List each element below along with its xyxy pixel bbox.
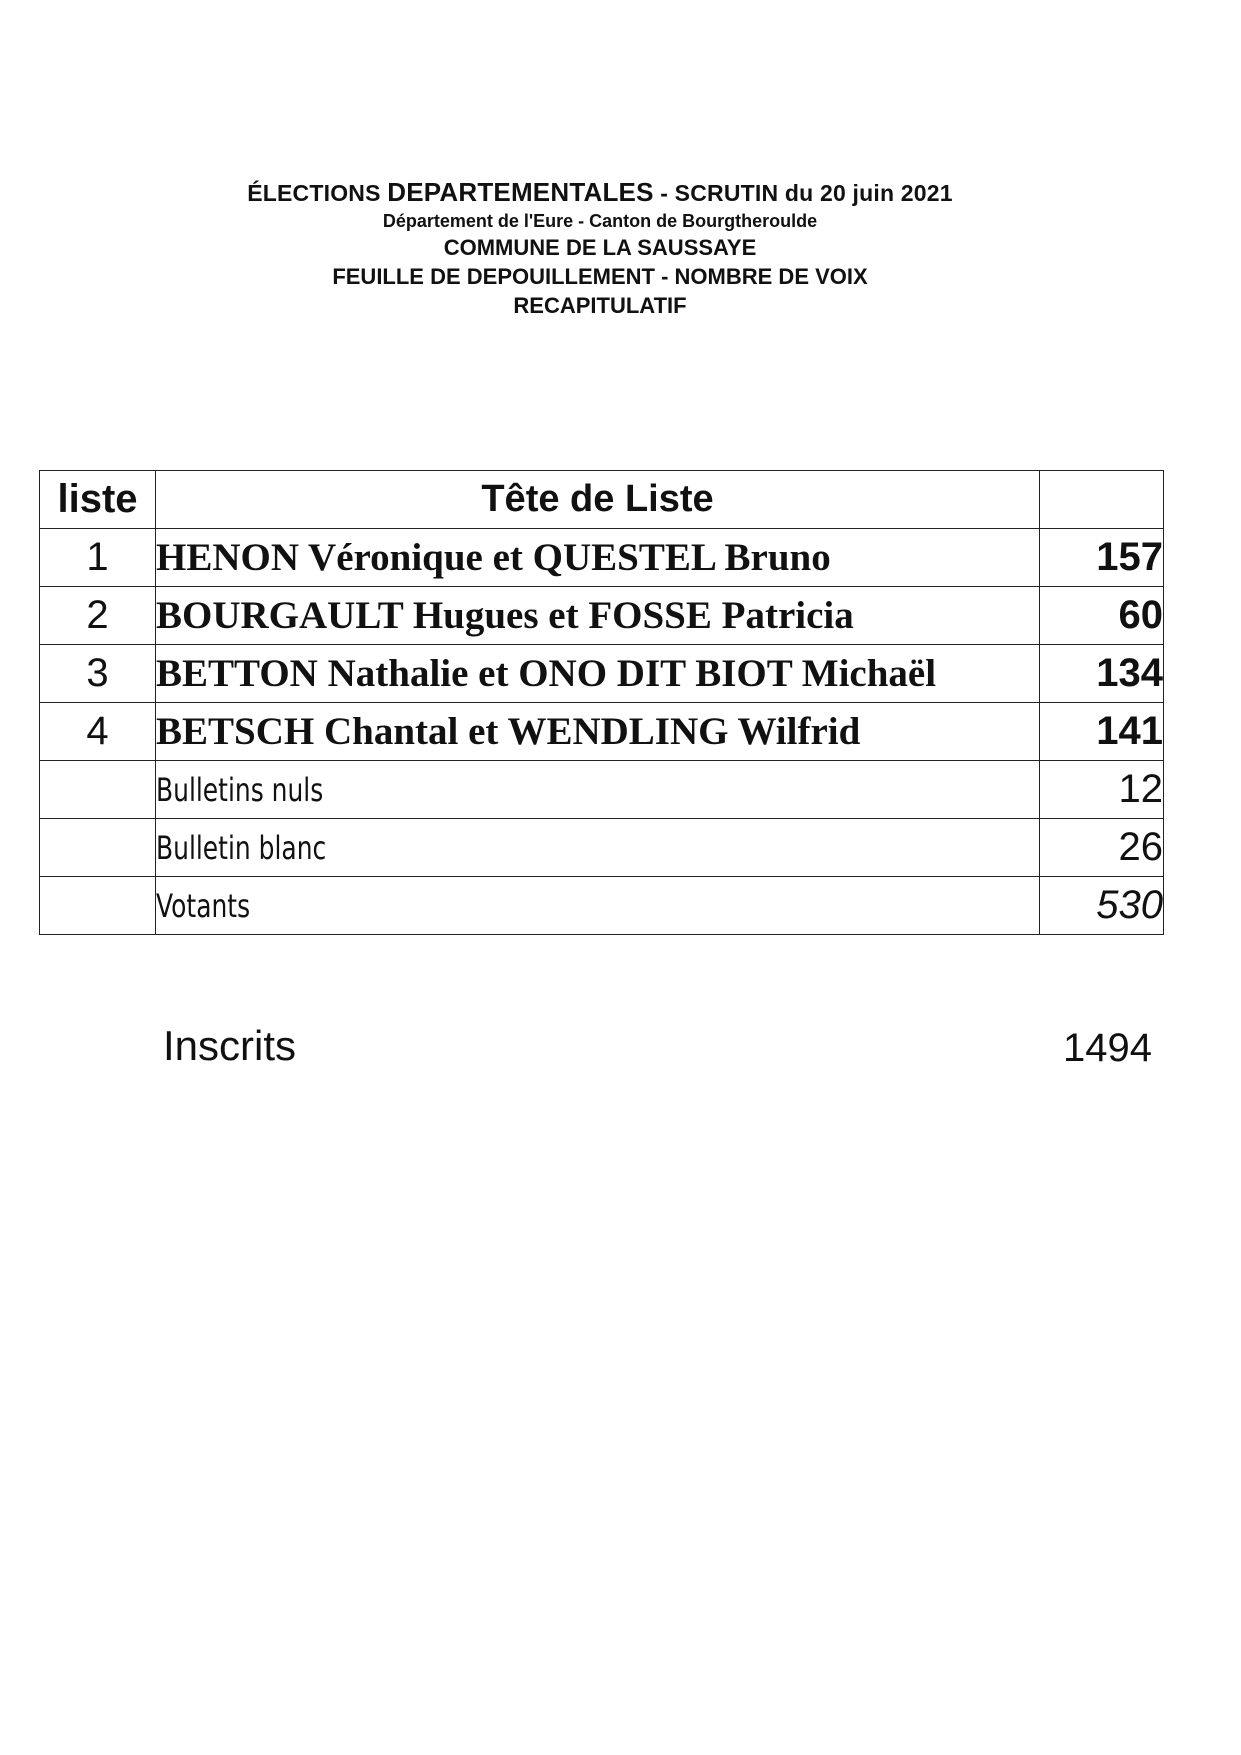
empty-cell (40, 819, 156, 877)
list-number: 1 (40, 529, 156, 587)
votants-label: Votants (156, 877, 1040, 935)
sheet-title: FEUILLE DE DEPOUILLEMENT - NOMBRE DE VOIX (332, 264, 868, 289)
vote-count: 134 (1040, 645, 1164, 703)
column-header-votes (1040, 471, 1164, 529)
election-title-prefix: ÉLECTIONS (247, 180, 388, 206)
table-row (40, 587, 1164, 645)
results-table (39, 470, 1164, 935)
table-row-bulletins-nuls (40, 761, 1164, 819)
empty-cell (40, 877, 156, 935)
table-row-bulletin-blanc (40, 819, 1164, 877)
table-header-row (40, 471, 1164, 529)
list-number: 3 (40, 645, 156, 703)
commune-name: COMMUNE DE LA SAUSSAYE (443, 235, 757, 260)
table-row (40, 529, 1164, 587)
candidate-names: BETSCH Chantal et WENDLING Wilfrid (156, 703, 1040, 761)
list-number: 4 (40, 703, 156, 761)
empty-cell (40, 761, 156, 819)
bulletins-nuls-label: Bulletins nuls (156, 761, 1040, 819)
list-number: 2 (40, 587, 156, 645)
election-title (0, 176, 1200, 209)
inscrits-label: Inscrits (163, 1022, 297, 1069)
bulletins-nuls-value: 12 (1040, 761, 1164, 819)
table-row (40, 645, 1164, 703)
column-header-liste: liste (40, 471, 156, 529)
document-header (0, 176, 1200, 320)
candidate-names: BOURGAULT Hugues et FOSSE Patricia (156, 587, 1040, 645)
bulletin-blanc-label: Bulletin blanc (156, 819, 1040, 877)
sheet-subtitle: RECAPITULATIF (513, 293, 687, 318)
bulletin-blanc-value: 26 (1040, 819, 1164, 877)
inscrits-value: 1494 (1063, 1026, 1152, 1070)
vote-count: 157 (1040, 529, 1164, 587)
candidate-names: BETTON Nathalie et ONO DIT BIOT Michaël (156, 645, 1040, 703)
vote-count: 60 (1040, 587, 1164, 645)
election-title-date: - SCRUTIN du 20 juin 2021 (653, 180, 953, 206)
table-row-votants (40, 877, 1164, 935)
vote-count: 141 (1040, 703, 1164, 761)
department-canton: Département de l'Eure - Canton de Bourgtheroulde (382, 211, 818, 231)
table-row (40, 703, 1164, 761)
votants-value: 530 (1040, 877, 1164, 935)
candidate-names: HENON Véronique et QUESTEL Bruno (156, 529, 1040, 587)
column-header-tete-de-liste: Tête de Liste (156, 471, 1040, 529)
election-title-type: DEPARTEMENTALES (387, 177, 654, 207)
